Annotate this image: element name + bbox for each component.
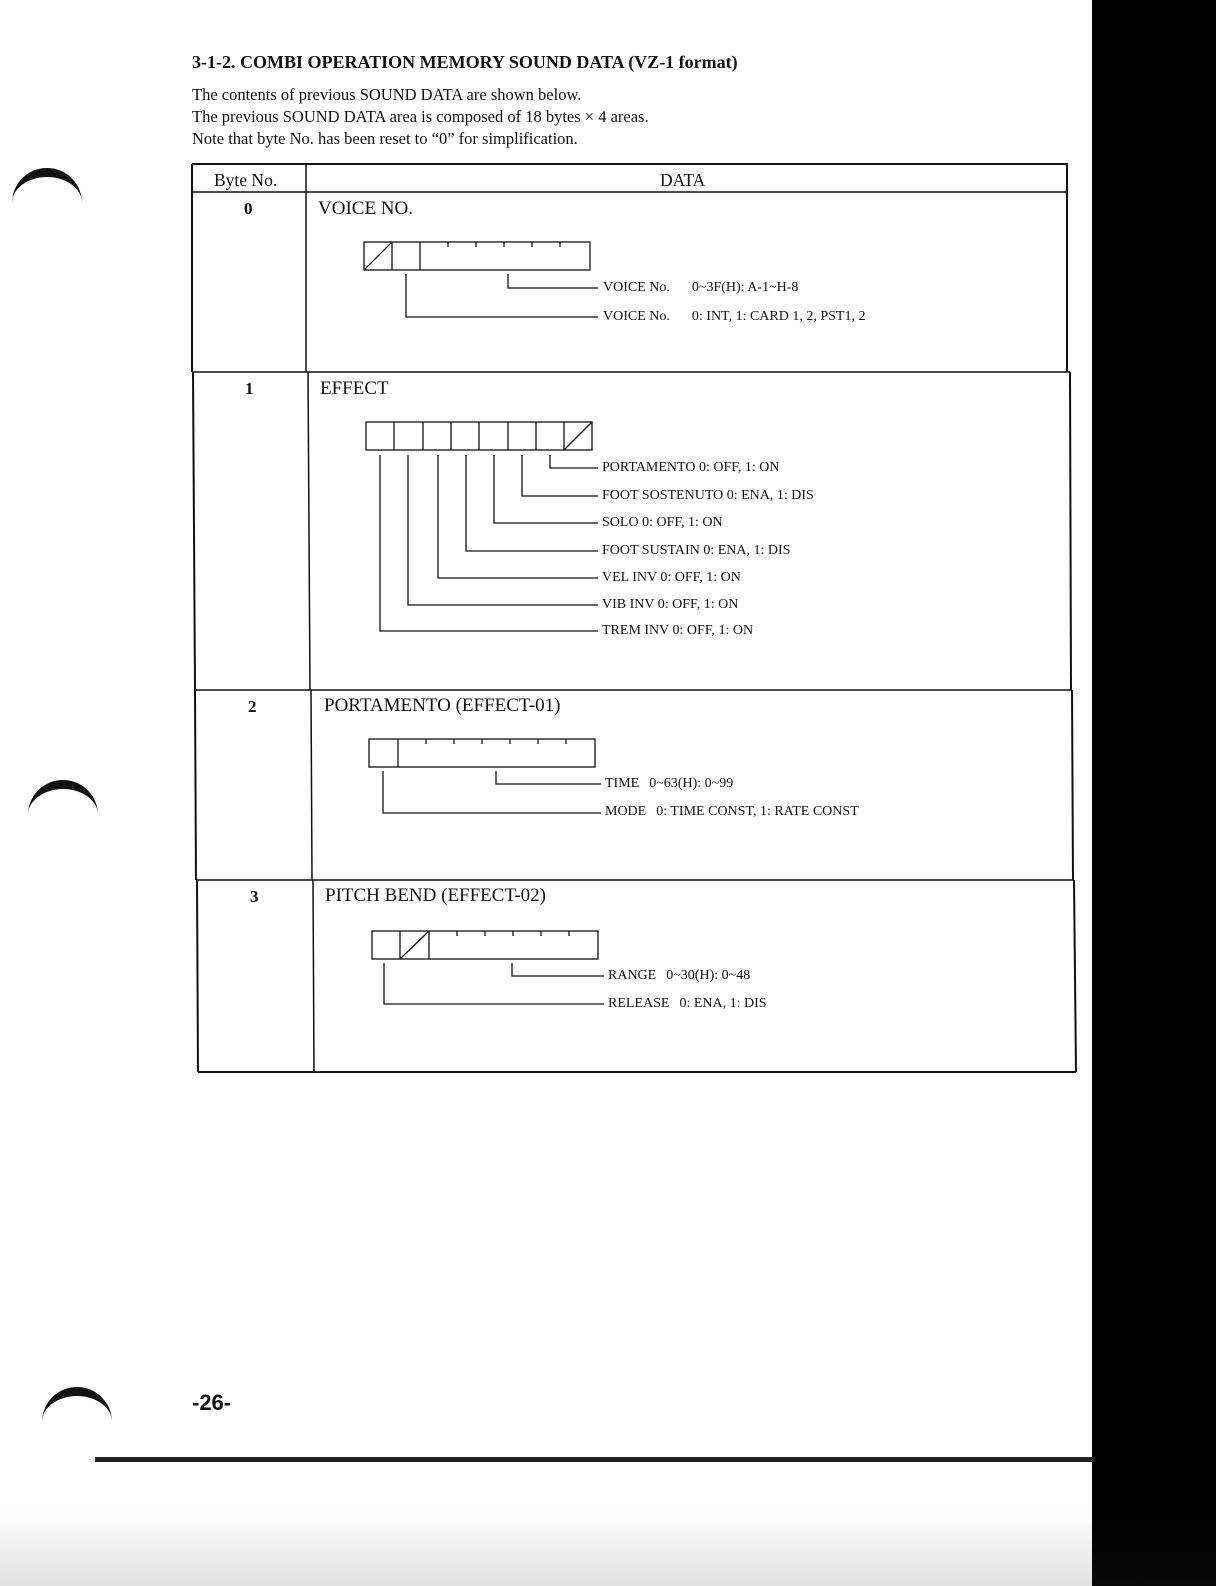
section-heading: 3-1-2. COMBI OPERATION MEMORY SOUND DATA (VZ-1 format) — [192, 52, 738, 72]
intro-line: The previous SOUND DATA area is composed of 18 bytes × 4 areas. — [192, 107, 649, 126]
byte2-bitfield — [369, 739, 601, 813]
column-header-data: DATA — [660, 170, 706, 190]
intro-line: Note that byte No. has been reset to “0” for simplification. — [192, 129, 578, 148]
bit-label — [603, 280, 798, 296]
byte1-bitfield — [366, 422, 598, 631]
row-title: EFFECT — [320, 378, 389, 399]
page-number: -26- — [192, 1390, 232, 1415]
bit-label-name: FOOT SUSTAIN — [602, 543, 700, 558]
bit-label-value: 0: ENA, 1: DIS — [726, 488, 814, 503]
bit-label-name: TREM INV — [602, 623, 670, 638]
bit-label-name: VOICE No. — [603, 280, 670, 295]
byte-number: 0 — [244, 199, 253, 218]
bit-label-value: 0: TIME CONST, 1: RATE CONST — [656, 804, 859, 819]
bit-label — [603, 309, 865, 325]
bit-label-name: MODE — [605, 804, 647, 819]
bit-label-name: RELEASE — [608, 996, 670, 1011]
bit-label-value: 0: OFF, 1: ON — [642, 515, 723, 530]
bit-label-name: VIB INV — [602, 597, 655, 612]
row-title: VOICE NO. — [318, 198, 413, 219]
bit-label-value: 0: OFF, 1: ON — [657, 597, 739, 612]
row-title: PORTAMENTO (EFFECT-01) — [324, 695, 561, 716]
bit-label — [602, 570, 741, 586]
bit-label-name: SOLO — [602, 515, 639, 530]
bit-label — [602, 623, 753, 639]
bit-label — [602, 543, 790, 559]
bit-label — [605, 804, 859, 820]
bit-label-value: 0: OFF, 1: ON — [672, 623, 754, 638]
intro-line: The contents of previous SOUND DATA are shown below. — [192, 85, 582, 104]
bit-label-value: 0: OFF, 1: ON — [698, 460, 780, 475]
bit-label-name: TIME — [605, 776, 640, 791]
bit-label — [602, 515, 723, 531]
bit-label-value: 0~3F(H): A-1~H-8 — [691, 280, 799, 295]
bit-label-value: 0~30(H): 0~48 — [666, 968, 751, 983]
column-header-byte: Byte No. — [214, 170, 278, 190]
bit-label-value: 0: INT, 1: CARD 1, 2, PST1, 2 — [691, 309, 866, 324]
bit-label-name: FOOT SOSTENUTO — [602, 488, 724, 503]
bit-label-name: VEL INV — [602, 570, 657, 585]
bit-label-value: 0: ENA, 1: DIS — [703, 543, 791, 558]
bit-label-name: RANGE — [608, 968, 657, 983]
byte-number: 3 — [250, 887, 259, 906]
bit-label — [608, 996, 767, 1012]
bit-label-value: 0: ENA, 1: DIS — [679, 996, 767, 1011]
bit-label — [602, 460, 780, 476]
bit-label-name: PORTAMENTO — [602, 460, 696, 475]
byte-number: 1 — [245, 379, 254, 398]
bit-label-name: VOICE No. — [603, 309, 670, 324]
bit-label — [608, 968, 750, 984]
byte-number: 2 — [248, 697, 257, 716]
byte0-bitfield — [364, 242, 598, 317]
bit-label — [605, 776, 733, 792]
byte3-bitfield — [372, 931, 604, 1004]
bit-label — [602, 488, 814, 504]
bit-label-value: 0: OFF, 1: ON — [660, 570, 741, 585]
row-title: PITCH BEND (EFFECT-02) — [325, 885, 546, 906]
bit-label — [602, 597, 738, 613]
bit-label-value: 0~63(H): 0~99 — [649, 776, 734, 791]
